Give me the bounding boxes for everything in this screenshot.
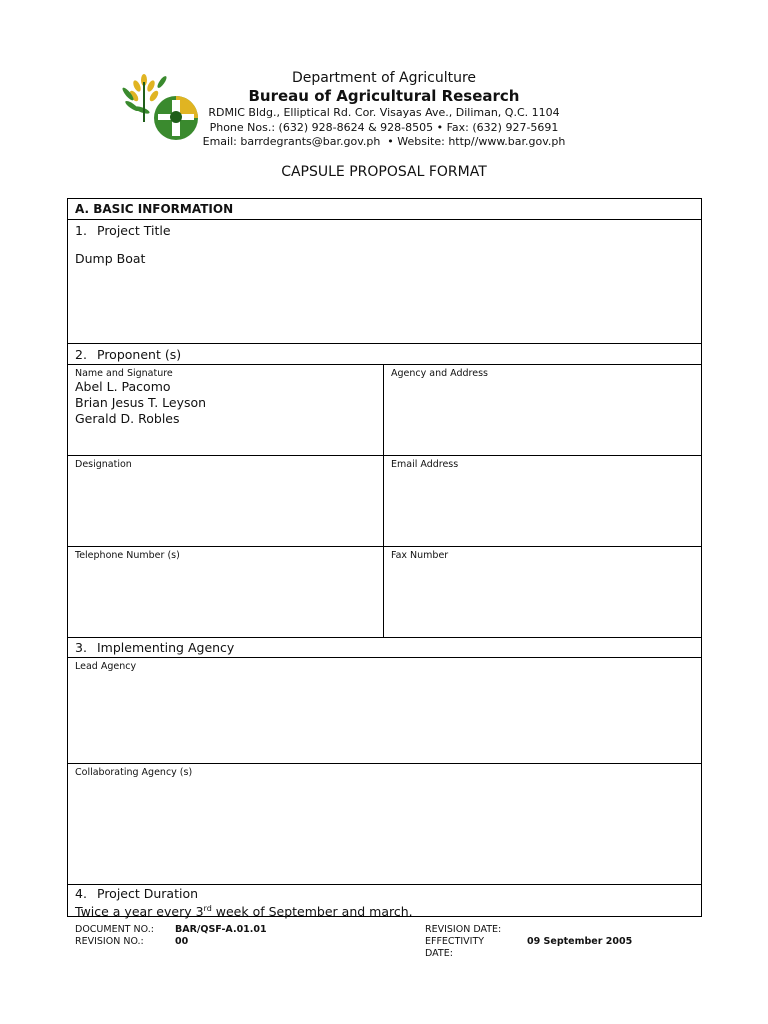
effectivity-date: 09 September 2005 — [527, 936, 633, 947]
proponent-header-row — [68, 343, 701, 364]
collaborating-agency-cell[interactable] — [68, 764, 701, 884]
proponent-name: Abel L. Pacomo — [75, 379, 171, 394]
lead-agency-label: Lead Agency — [75, 661, 137, 672]
project-duration-label: 4. Project Duration — [75, 886, 199, 901]
footer-left — [75, 924, 267, 948]
revision-no-label: REVISION NO.: — [75, 936, 144, 947]
bureau-name: Bureau of Agricultural Research — [248, 87, 520, 105]
designation-row — [68, 455, 701, 546]
lead-agency-cell[interactable] — [68, 658, 701, 763]
section-a-row — [68, 199, 701, 219]
lead-agency-row — [68, 657, 701, 763]
duration-row — [68, 884, 701, 920]
email-address-label: Email Address — [391, 459, 459, 470]
doc-no-value: BAR/QSF-A.01.01 — [175, 924, 267, 935]
effectivity-label-date: DATE: — [425, 948, 453, 959]
project-duration-value: Twice a year every 3rd week of September and march. — [75, 904, 413, 920]
collaborating-agency-row — [68, 763, 701, 884]
implementing-header-row — [68, 637, 701, 657]
proponent-name: Brian Jesus T. Leyson — [75, 395, 207, 410]
phone-line: Phone Nos.: (632) 928-8624 & 928-8505 • Fax: (632) 927-5691 — [209, 120, 559, 134]
project-title-row — [68, 219, 701, 343]
revision-date-label: REVISION DATE: — [425, 924, 502, 935]
designation-cell[interactable] — [68, 456, 384, 546]
name-signature-cell[interactable] — [68, 365, 384, 455]
project-title-cell[interactable] — [68, 220, 701, 343]
telephone-row — [68, 546, 701, 637]
agency-address-label: Agency and Address — [391, 368, 488, 379]
agency-address-cell[interactable] — [384, 365, 701, 455]
fax-cell[interactable] — [384, 547, 701, 637]
section-a-heading: A. BASIC INFORMATION — [75, 202, 234, 216]
project-title-value: Dump Boat — [75, 251, 146, 266]
fax-label: Fax Number — [391, 550, 449, 561]
telephone-cell[interactable] — [68, 547, 384, 637]
designation-label: Designation — [75, 459, 132, 470]
email-address-cell[interactable] — [384, 456, 701, 546]
footer-right — [425, 924, 632, 960]
effectivity-label: EFFECTIVITY — [425, 936, 485, 947]
department-name: Department of Agriculture — [291, 70, 477, 86]
collaborating-agency-label: Collaborating Agency (s) — [75, 767, 193, 778]
proponent-label: 2. Proponent (s) — [75, 347, 182, 362]
doc-no-label: DOCUMENT NO.: — [75, 924, 154, 935]
name-signature-label: Name and Signature — [75, 368, 173, 379]
telephone-label: Telephone Number (s) — [75, 550, 180, 561]
document-title: CAPSULE PROPOSAL FORMAT — [281, 164, 487, 180]
revision-no-value: 00 — [175, 936, 189, 947]
proposal-form — [67, 198, 702, 920]
proponent-name: Gerald D. Robles — [75, 411, 180, 426]
implementing-agency-label: 3. Implementing Agency — [75, 640, 235, 655]
duration-cell[interactable] — [68, 885, 701, 920]
letterhead — [150, 69, 618, 150]
project-title-label: 1. Project Title — [75, 223, 171, 238]
proponent-name-row — [68, 364, 701, 455]
email-line: Email: barrdegrants@bar.gov.ph • Website: http//www.bar.gov.ph — [202, 135, 566, 148]
address-line: RDMIC Bldg., Elliptical Rd. Cor. Visayas Ave., Diliman, Q.C. 1104 — [208, 106, 560, 119]
